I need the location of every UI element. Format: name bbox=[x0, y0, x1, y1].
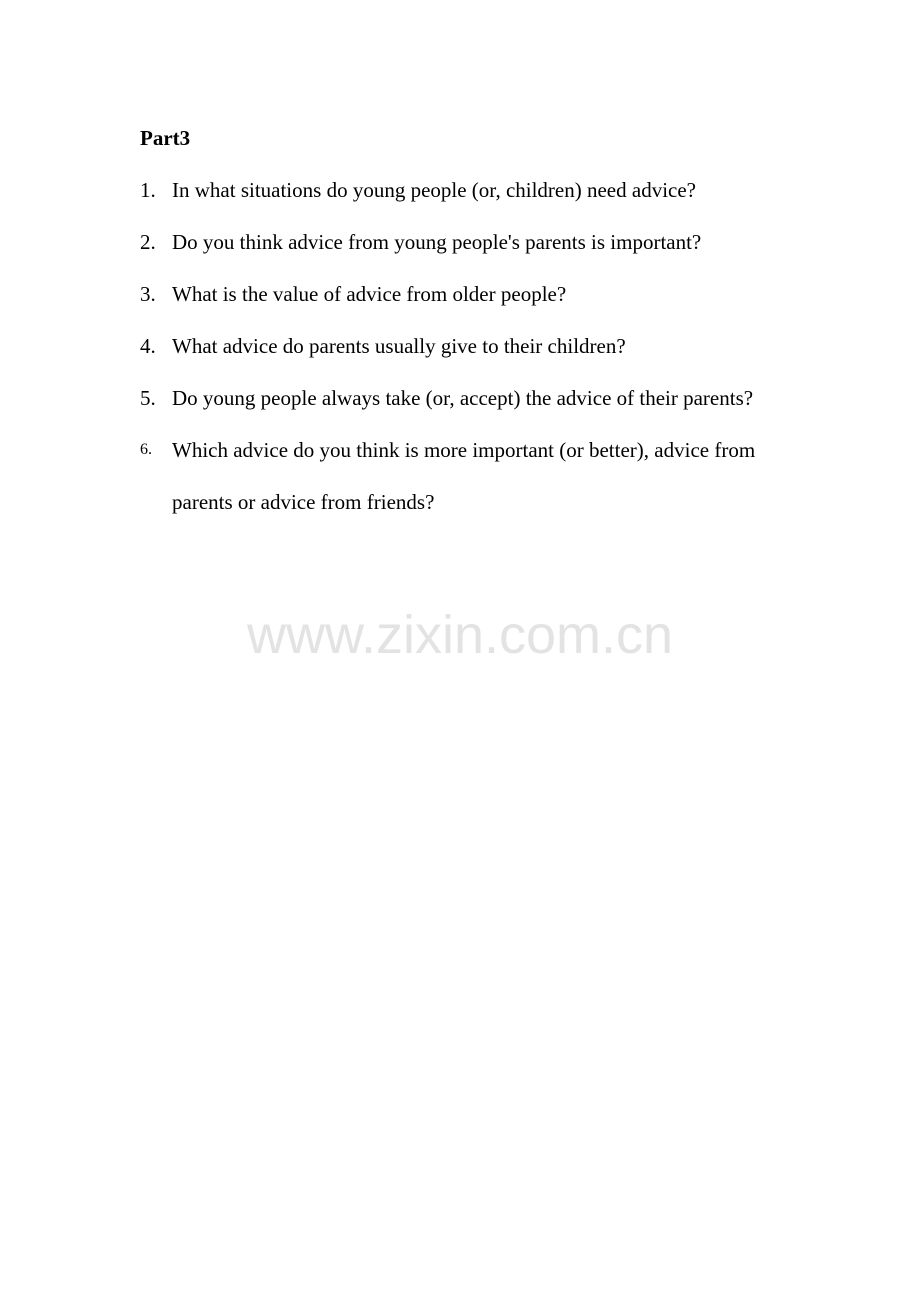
question-item bbox=[140, 332, 800, 360]
question-number: 2. bbox=[140, 230, 156, 254]
question-number: 1. bbox=[140, 178, 156, 202]
section-heading: Part3 bbox=[140, 126, 191, 150]
question-number: 3. bbox=[140, 282, 156, 306]
question-text: What advice do parents usually give to their children? bbox=[172, 334, 626, 358]
question-number: 4. bbox=[140, 334, 156, 358]
question-text: Do you think advice from young people's parents is important? bbox=[172, 230, 702, 254]
watermark-text: www.zixin.com.cn bbox=[246, 605, 674, 665]
question-text: Do young people always take (or, accept) the advice of their parents? bbox=[172, 386, 754, 410]
question-item bbox=[140, 176, 800, 204]
question-item bbox=[140, 280, 800, 308]
question-number: 5. bbox=[140, 386, 156, 410]
question-text: What is the value of advice from older people? bbox=[172, 282, 567, 306]
question-item bbox=[140, 384, 800, 412]
question-text: In what situations do young people (or, children) need advice? bbox=[172, 178, 696, 202]
question-item bbox=[140, 228, 800, 256]
question-number: 6. bbox=[140, 441, 152, 458]
question-list bbox=[140, 176, 800, 552]
question-text: Which advice do you think is more important (or better), advice from parents or advice from friends? bbox=[172, 438, 756, 514]
question-item bbox=[140, 424, 800, 528]
